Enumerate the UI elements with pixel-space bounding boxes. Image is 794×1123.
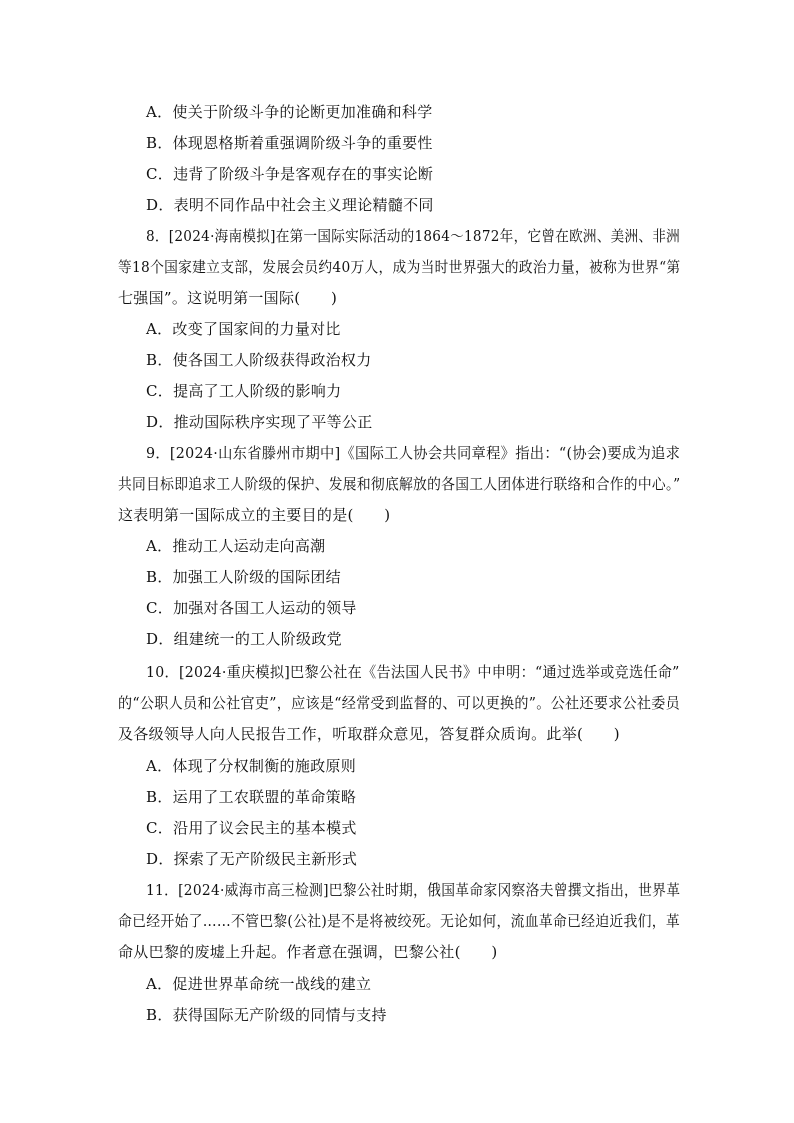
q9-stem-line-1: 9．[2024·山东省滕州市期中]《国际工人协会共同章程》指出：“(协会)要成为追求 [146, 444, 681, 462]
q7-option-c: C．违背了阶级斗争是客观存在的事实论断 [146, 165, 434, 183]
q9-option-b: B．加强工人阶级的国际团结 [146, 568, 341, 586]
q10-stem-line-3: 及各级领导人向人民报告工作，听取群众意见，答复群众质询。此举( ) [118, 725, 620, 743]
q9-stem-line-3: 这表明第一国际成立的主要目的是( ) [118, 506, 391, 524]
q8-option-c: C．提高了工人阶级的影响力 [146, 382, 342, 400]
q10-option-d: D．探索了无产阶级民主新形式 [146, 850, 358, 868]
q8-stem-line-2: 等18个国家建立支部，发展会员约40万人，成为当时世界强大的政治力量，被称为世界“第 [118, 258, 681, 276]
q7-option-b: B．体现恩格斯着重强调阶级斗争的重要性 [146, 134, 433, 152]
q9-option-c: C．加强对各国工人运动的领导 [146, 599, 357, 617]
q10-option-b: B．运用了工农联盟的革命策略 [146, 788, 357, 806]
q11-stem-line-2: 命已经开始了……不管巴黎(公社)是不是将被绞死。无论如何，流血革命已经迫近我们，革 [118, 912, 681, 930]
q9-stem-line-2: 共同目标即追求工人阶级的保护、发展和彻底解放的各国工人团体进行联络和合作的中心。” [118, 475, 681, 493]
q8-option-a: A．改变了国家间的力量对比 [146, 320, 341, 338]
q9-option-d: D．组建统一的工人阶级政党 [146, 630, 342, 648]
q7-option-a: A．使关于阶级斗争的论断更加准确和科学 [146, 103, 433, 121]
q10-option-c: C．沿用了议会民主的基本模式 [146, 819, 357, 837]
q10-stem-line-2: 的“公职人员和公社官吏”，应该是“经常受到监督的、可以更换的”。公社还要求公社委员 [118, 694, 680, 712]
q11-option-b: B．获得国际无产阶级的同情与支持 [146, 1006, 387, 1024]
q7-option-d: D．表明不同作品中社会主义理论精髓不同 [146, 196, 434, 214]
q8-stem-line-3: 七强国”。这说明第一国际( ) [118, 289, 338, 307]
q10-stem-line-1: 10．[2024·重庆模拟]巴黎公社在《告法国人民书》中申明：“通过选举或竞选任命” [146, 663, 680, 681]
q11-stem-line-3: 命从巴黎的废墟上升起。作者意在强调，巴黎公社( ) [118, 943, 498, 961]
q10-option-a: A．体现了分权制衡的施政原则 [146, 757, 357, 775]
q11-option-a: A．促进世界革命统一战线的建立 [146, 975, 372, 993]
q8-stem-line-1: 8．[2024·海南模拟]在第一国际实际活动的1864～1872年，它曾在欧洲、美洲、非洲 [146, 227, 681, 245]
q9-option-a: A．推动工人运动走向高潮 [146, 537, 326, 555]
q8-option-b: B．使各国工人阶级获得政治权力 [146, 351, 372, 369]
q8-option-d: D．推动国际秩序实现了平等公正 [146, 413, 373, 431]
q11-stem-line-1: 11．[2024·威海市高三检测]巴黎公社时期，俄国革命家冈察洛夫曾撰文指出，世界革 [146, 881, 681, 899]
